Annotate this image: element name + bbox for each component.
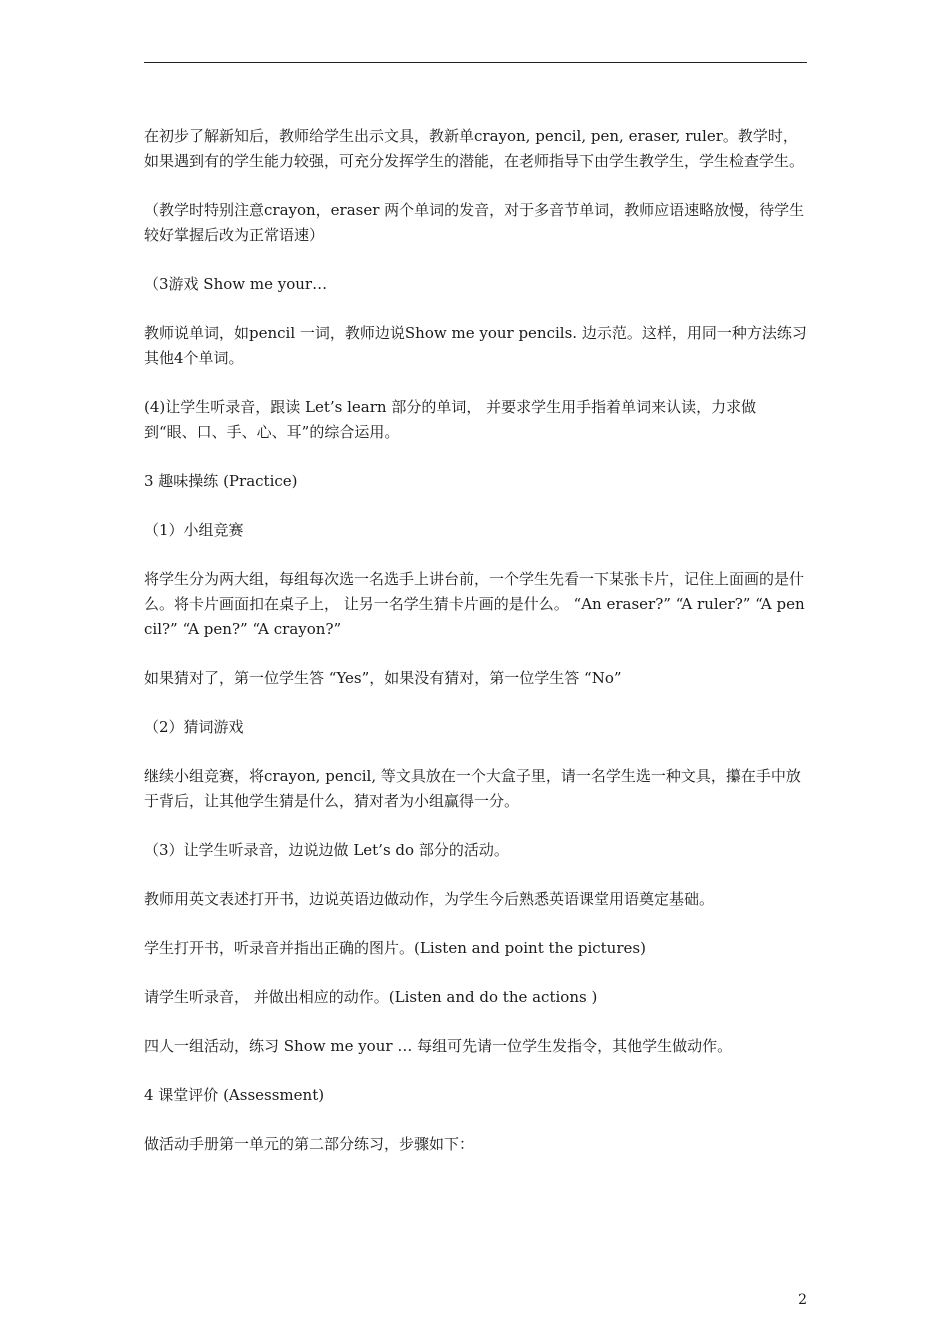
- header-rule: [144, 62, 807, 63]
- paragraph: 如果猜对了，第一位学生答 “Yes”，如果没有猜对，第一位学生答 “No”: [144, 669, 622, 687]
- subsection-heading: （1）小组竞赛: [144, 521, 244, 539]
- subsection-heading: （2）猜词游戏: [144, 718, 244, 736]
- paragraph: 学生打开书，听录音并指出正确的图片。(Listen and point the pictures): [144, 939, 646, 957]
- page-number: 2: [798, 1292, 807, 1308]
- document-body: [144, 124, 807, 1181]
- paragraph: 请学生听录音， 并做出相应的动作。(Listen and do the actions ): [144, 988, 598, 1006]
- section-heading: 3 趣味操练 (Practice): [144, 472, 298, 490]
- paragraph: （教学时特别注意crayon，eraser 两个单词的发音，对于多音节单词，教师应语速略放慢，待学生较好掌握后改为正常语速）: [144, 201, 805, 244]
- paragraph: 在初步了解新知后，教师给学生出示文具，教新单crayon, pencil, pen, eraser, ruler。教学时，如果遇到有的学生能力较强，可充分发挥学生的潜能，在老师指导下由学生教学生，学生检查学生。: [144, 127, 805, 170]
- paragraph: （3）让学生听录音，边说边做 Let’s do 部分的活动。: [144, 841, 509, 859]
- paragraph: (4)让学生听录音，跟读 Let’s learn 部分的单词， 并要求学生用手指着单词来认读，力求做到“眼、口、手、心、耳”的综合运用。: [144, 398, 757, 441]
- paragraph: 四人一组活动，练习 Show me your … 每组可先请一位学生发指令，其他学生做动作。: [144, 1037, 733, 1055]
- paragraph: 做活动手册第一单元的第二部分练习，步骤如下：: [144, 1135, 475, 1153]
- paragraph: 教师说单词，如pencil 一词，教师边说Show me your pencils. 边示范。这样，用同一种方法练习其他4个单词。: [144, 324, 807, 367]
- paragraph: 将学生分为两大组，每组每次选一名选手上讲台前，一个学生先看一下某张卡片，记住上面画的是什么。将卡片画面扣在桌子上， 让另一名学生猜卡片画的是什么。 “An eraser?” “A ruler?” “A pencil?” “A pen?” “A crayon?”: [144, 570, 805, 638]
- paragraph: 教师用英文表述打开书，边说英语边做动作，为学生今后熟悉英语课堂用语奠定基础。: [144, 890, 715, 908]
- section-heading: 4 课堂评价 (Assessment): [144, 1086, 325, 1104]
- paragraph: （3游戏 Show me your…: [144, 275, 328, 293]
- paragraph: 继续小组竞赛，将crayon, pencil, 等文具放在一个大盒子里，请一名学生选一种文具，攥在手中放于背后，让其他学生猜是什么，猜对者为小组赢得一分。: [144, 767, 801, 810]
